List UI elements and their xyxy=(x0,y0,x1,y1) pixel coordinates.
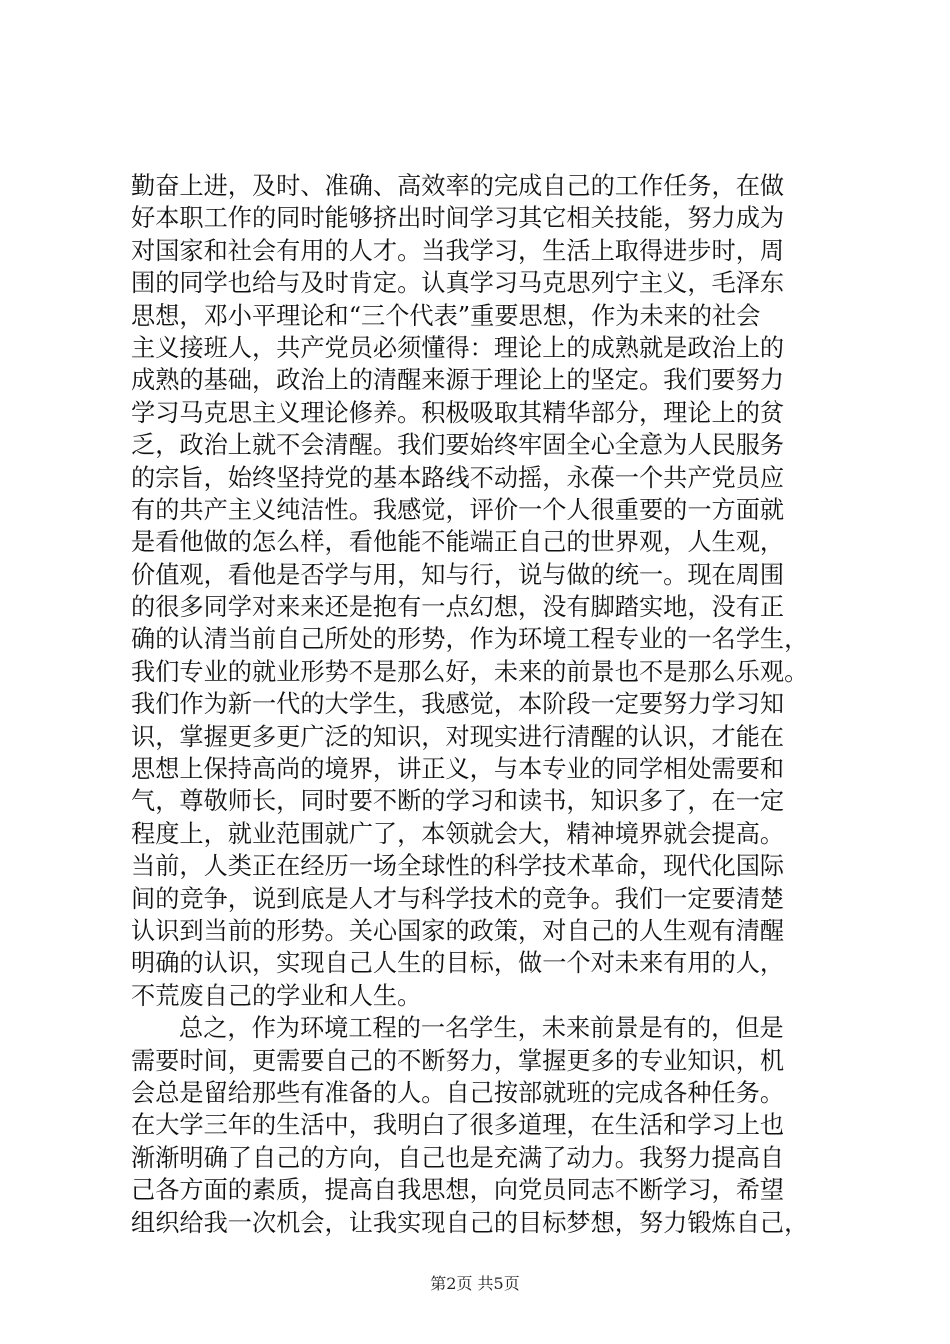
text-line: 确的认清当前自己所处的形势，作为环境工程专业的一名学生， xyxy=(131,625,809,654)
text-line: 勤奋上进，及时、准确、高效率的完成自己的工作任务，在做 xyxy=(131,172,785,200)
text-line: 气，尊敬师长，同时要不断的学习和读书，知识多了，在一定 xyxy=(131,787,785,816)
text-line: 我们作为新一代的大学生，我感觉，本阶段一定要努力学习知 xyxy=(131,690,785,719)
text-line: 会总是留给那些有准备的人。自己按部就班的完成各种任务。 xyxy=(131,1078,785,1107)
text-line: 有的共产主义纯洁性。我感觉，评价一个人很重要的一方面就 xyxy=(131,495,785,524)
text-line: 围的同学也给与及时肯定。认真学习马克思列宁主义，毛泽东 xyxy=(131,269,785,298)
text-line: 成熟的基础，政治上的清醒来源于理论上的坚定。我们要努力 xyxy=(131,366,785,395)
page-footer: 第2页 共5页 xyxy=(430,1274,520,1293)
text-line: 在大学三年的生活中，我明白了很多道理，在生活和学习上也 xyxy=(131,1111,785,1140)
text-line: 识，掌握更多更广泛的知识，对现实进行清醒的认识，才能在 xyxy=(131,722,785,751)
text-line: 思想上保持高尚的境界，讲正义，与本专业的同学相处需要和 xyxy=(131,755,785,784)
text-line: 我们专业的就业形势不是那么好，未来的前景也不是那么乐观。 xyxy=(131,657,809,686)
text-line: 渐渐明确了自己的方向，自己也是充满了动力。我努力提高自 xyxy=(131,1143,785,1172)
text-line: 价值观，看他是否学与用，知与行，说与做的统一。现在周围 xyxy=(131,560,785,589)
text-line: 己各方面的素质，提高自我思想，向党员同志不断学习，希望 xyxy=(131,1176,785,1205)
text-line: 不荒废自己的学业和人生。 xyxy=(131,981,422,1010)
text-line: 的很多同学对来来还是抱有一点幻想，没有脚踏实地，没有正 xyxy=(131,593,785,622)
text-line: 的宗旨，始终坚持党的基本路线不动摇，永葆一个共产党员应 xyxy=(131,463,785,492)
text-line: 明确的认识，实现自己人生的目标，做一个对未来有用的人， xyxy=(131,949,785,978)
text-line: 总之，作为环境工程的一名学生，未来前景是有的，但是 xyxy=(179,1014,784,1043)
body-text xyxy=(131,170,851,1239)
text-line: 间的竞争，说到底是人才与科学技术的竞争。我们一定要清楚 xyxy=(131,884,785,913)
text-line: 需要时间，更需要自己的不断努力，掌握更多的专业知识，机 xyxy=(131,1046,785,1075)
text-line: 程度上，就业范围就广了，本领就会大，精神境界就会提高。 xyxy=(131,819,785,848)
text-line: 主义接班人，共产党员必须懂得：理论上的成熟就是政治上的 xyxy=(131,333,785,362)
text-line: 乏，政治上就不会清醒。我们要始终牢固全心全意为人民服务 xyxy=(131,431,785,460)
text-line: 对国家和社会有用的人才。当我学习，生活上取得进步时，周 xyxy=(131,236,785,265)
text-line: 学习马克思主义理论修养。积极吸取其精华部分，理论上的贫 xyxy=(131,398,785,427)
text-line: 组织给我一次机会，让我实现自己的目标梦想，努力锻炼自己， xyxy=(131,1208,809,1237)
text-line: 是看他做的怎么样，看他能不能端正自己的世界观，人生观， xyxy=(131,528,785,557)
text-line: 当前，人类正在经历一场全球性的科学技术革命，现代化国际 xyxy=(131,852,785,881)
text-line: 思想，邓小平理论和“三个代表”重要思想，作为未来的社会 xyxy=(131,301,761,330)
text-line: 认识到当前的形势。关心国家的政策，对自己的人生观有清醒 xyxy=(131,916,785,945)
text-line: 好本职工作的同时能够挤出时间学习其它相关技能，努力成为 xyxy=(131,204,785,233)
